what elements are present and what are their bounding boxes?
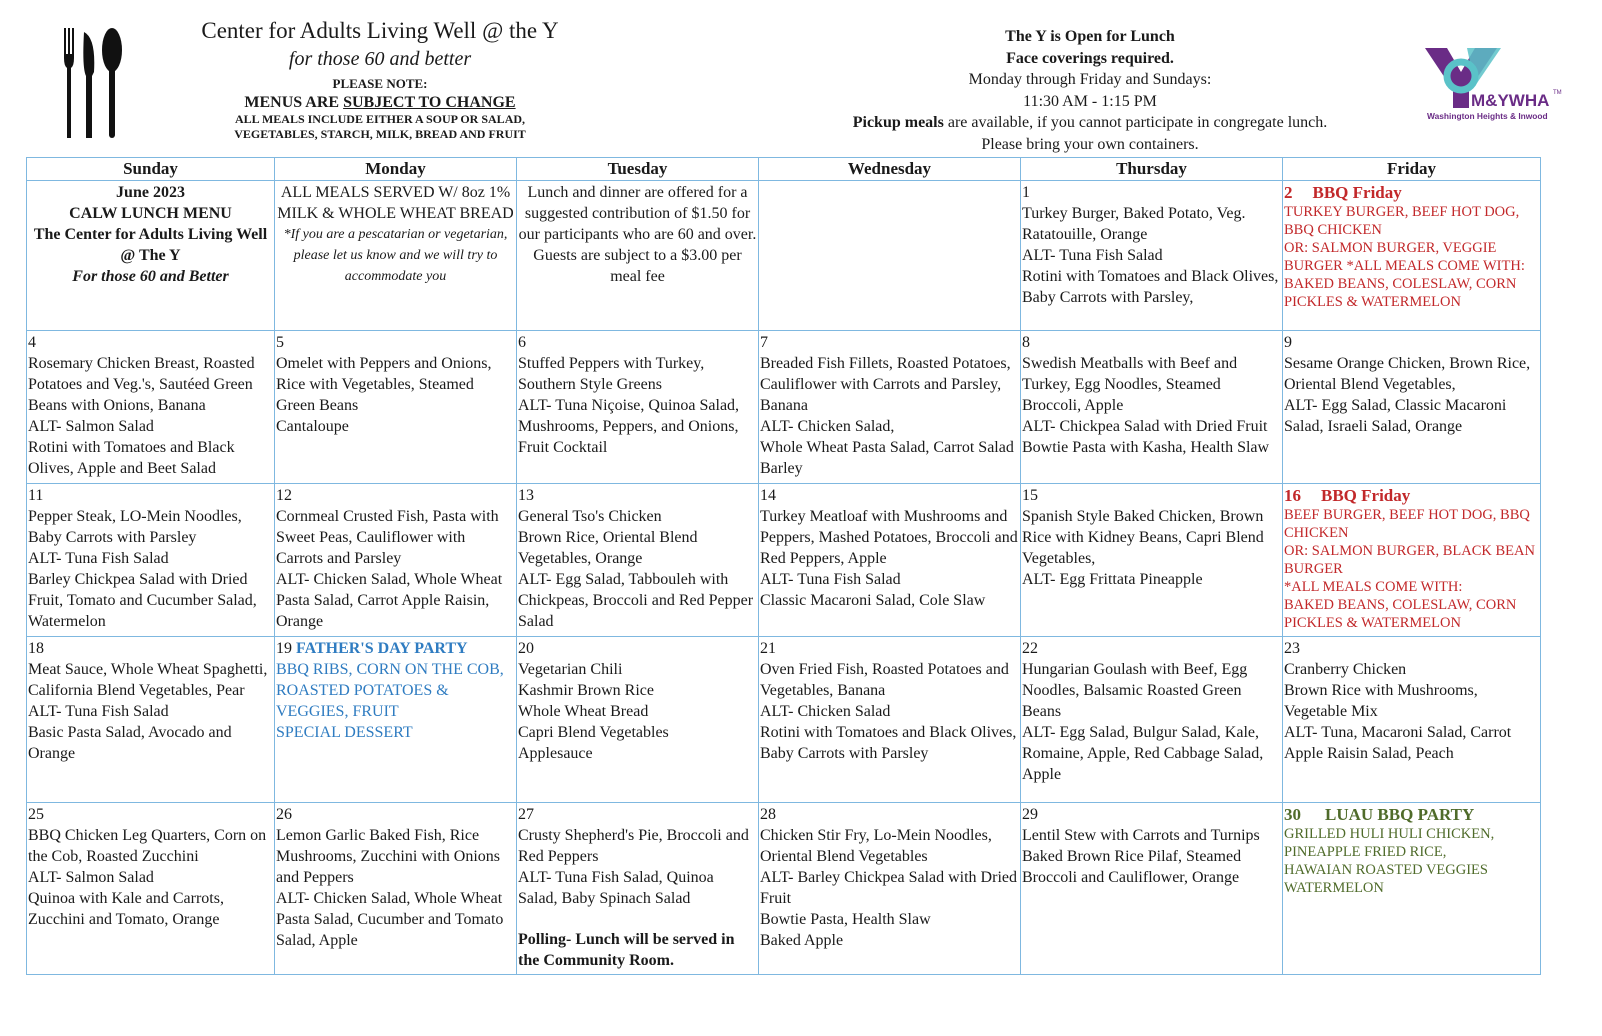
menu-line: ALT- Egg Salad, Bulgur Salad, Kale, Romaine, Apple, Red Cabbage Salad, Apple bbox=[1022, 724, 1264, 783]
menu-line: *ALL MEALS COME WITH: bbox=[1284, 579, 1463, 595]
menu-line: Rosemary Chicken Breast, Roasted Potatoes and Veg.'s, Sautéed Green Beans with Onions, Banana bbox=[28, 355, 255, 414]
day-cell-friday bbox=[1283, 331, 1541, 484]
day-cell-sunday bbox=[27, 331, 275, 484]
menu-line: Baked Apple bbox=[760, 932, 844, 949]
menu-line: PINEAPPLE FRIED RICE, bbox=[1284, 844, 1447, 860]
menu-line: Bowtie Pasta, Health Slaw bbox=[760, 911, 931, 928]
menu-line: Lentil Stew with Carrots and Turnips bbox=[1022, 827, 1260, 844]
day-cell-thursday bbox=[1021, 637, 1283, 803]
menu-line: Omelet with Peppers and Onions, Rice with Vegetables, Steamed Green Beans bbox=[276, 355, 492, 414]
subject-to-change-notice: MENUS ARE SUBJECT TO CHANGE bbox=[244, 94, 516, 111]
menu-line: ALT- Barley Chickpea Salad with Dried Fruit bbox=[760, 869, 1017, 907]
luau-heading bbox=[1284, 804, 1539, 825]
menu-line: Basic Pasta Salad, Avocado and Orange bbox=[28, 724, 232, 762]
day-number: 5 bbox=[276, 334, 284, 351]
all-meals-line-2: VEGETABLES, STARCH, MILK, BREAD AND FRUIT bbox=[234, 127, 526, 141]
menu-line: Rotini with Tomatoes and Black Olives, Apple and Beet Salad bbox=[28, 439, 235, 477]
menu-line: Lemon Garlic Baked Fish, Rice Mushrooms, Zucchini with Onions and Peppers bbox=[276, 827, 500, 886]
day-cell-tuesday bbox=[517, 331, 759, 484]
face-coverings: Face coverings required. bbox=[1006, 49, 1174, 67]
header-tuesday: Tuesday bbox=[517, 158, 759, 181]
day-cell-monday bbox=[275, 181, 517, 331]
menu-line: Oven Fried Fish, Roasted Potatoes and Vegetables, Banana bbox=[760, 661, 1009, 699]
menu-line: ALT- Tuna Fish Salad bbox=[760, 571, 901, 588]
menu-line: Whole Wheat Bread bbox=[518, 703, 649, 720]
day-cell-wednesday bbox=[759, 331, 1021, 484]
week-row bbox=[27, 181, 1541, 331]
day-number: 7 bbox=[760, 334, 768, 351]
page-subtitle: for those 60 and better bbox=[288, 48, 472, 70]
menu-line: ALT- Chicken Salad bbox=[760, 703, 891, 720]
day-cell-sunday bbox=[27, 181, 275, 331]
week-row bbox=[27, 803, 1541, 975]
day-cell-thursday bbox=[1021, 803, 1283, 975]
menu-line: HAWAIAN ROASTED VEGGIES bbox=[1284, 862, 1488, 878]
menu-line: Rotini with Tomatoes and Black Olives, Baby Carrots with Parsley, bbox=[1022, 268, 1279, 306]
menu-line: ALT- Egg Salad, Classic Macaroni Salad, Israeli Salad, Orange bbox=[1284, 397, 1507, 435]
day-cell-sunday bbox=[27, 803, 275, 975]
header-friday: Friday bbox=[1283, 158, 1541, 181]
page-header bbox=[0, 0, 1602, 158]
open-hours: 11:30 AM - 1:15 PM bbox=[1023, 92, 1157, 110]
week-row bbox=[27, 484, 1541, 637]
menu-line: ALT- Chicken Salad, Whole Wheat Pasta Salad, Carrot Apple Raisin, Orange bbox=[276, 571, 503, 630]
day-cell-wednesday bbox=[759, 637, 1021, 803]
menu-line: OR: SALMON BURGER, VEGGIE BURGER *ALL MEALS COME WITH: BAKED BEANS, COLESLAW, CORN PICKLES & WATERMELON bbox=[1284, 240, 1525, 310]
day-cell-tuesday bbox=[517, 803, 759, 975]
menu-line: BEEF BURGER, BEEF HOT DOG, BBQ CHICKEN bbox=[1284, 507, 1530, 541]
menu-line: ALT- Egg Salad, Tabbouleh with Chickpeas, Broccoli and Red Pepper Salad bbox=[518, 571, 754, 630]
fathers-day-title: FATHER'S DAY PARTY bbox=[296, 640, 468, 657]
menu-line: Barley Chickpea Salad with Dried Fruit, Tomato and Cucumber Salad, Watermelon bbox=[28, 571, 257, 630]
day-number: 14 bbox=[760, 487, 776, 504]
menu-line: BAKED BEANS, COLESLAW, CORN PICKLES & WATERMELON bbox=[1284, 597, 1517, 631]
menu-line: BBQ Chicken Leg Quarters, Corn on the Cob, Roasted Zucchini bbox=[28, 827, 267, 865]
bring-containers: Please bring your own containers. bbox=[981, 135, 1199, 153]
menu-line: Quinoa with Kale and Carrots, Zucchini and Tomato, Orange bbox=[28, 890, 224, 928]
menu-line: Stuffed Peppers with Turkey, Southern Style Greens bbox=[518, 355, 705, 393]
fathers-day-heading bbox=[276, 638, 515, 659]
day-number: 29 bbox=[1022, 806, 1038, 823]
day-number: 2 bbox=[1284, 183, 1293, 202]
menu-calendar bbox=[26, 157, 1541, 975]
menu-line: OR: SALMON BURGER, BLACK BEAN BURGER bbox=[1284, 543, 1535, 577]
menu-line: ALT- Tuna Fish Salad bbox=[1022, 247, 1163, 264]
day-cell-monday bbox=[275, 803, 517, 975]
day-number: 21 bbox=[760, 640, 776, 657]
day-number: 26 bbox=[276, 806, 292, 823]
luau-title: LUAU BBQ PARTY bbox=[1325, 805, 1475, 824]
header-monday: Monday bbox=[275, 158, 517, 181]
menu-line: WATERMELON bbox=[1284, 880, 1384, 896]
day-number: 13 bbox=[518, 487, 534, 504]
menu-line: Kashmir Brown Rice bbox=[518, 682, 654, 699]
myywha-logo bbox=[1423, 46, 1573, 122]
day-cell-monday bbox=[275, 484, 517, 637]
logo-trademark: TM bbox=[1553, 90, 1562, 96]
menu-line: SPECIAL DESSERT bbox=[276, 724, 413, 741]
day-number: 1 bbox=[1022, 184, 1030, 201]
day-number: 9 bbox=[1284, 334, 1292, 351]
pescatarian-note: *If you are a pescatarian or vegetarian, please let us know and we will try to accommodate you bbox=[283, 227, 508, 284]
day-cell-tuesday bbox=[517, 181, 759, 331]
menu-line: ALT- Chicken Salad, Whole Wheat Pasta Salad, Cucumber and Tomato Salad, Apple bbox=[276, 890, 504, 949]
menu-line: Hungarian Goulash with Beef, Egg Noodles, Balsamic Roasted Green Beans bbox=[1022, 661, 1248, 720]
day-number: 15 bbox=[1022, 487, 1038, 504]
subject-to-change-text: SUBJECT TO CHANGE bbox=[343, 94, 516, 111]
day-cell-wednesday bbox=[759, 803, 1021, 975]
day-cell-thursday bbox=[1021, 484, 1283, 637]
day-number: 27 bbox=[518, 806, 534, 823]
menu-line: Cranberry Chicken bbox=[1284, 661, 1407, 678]
day-cell-sunday bbox=[27, 637, 275, 803]
intro-line: CALW LUNCH MENU bbox=[69, 205, 232, 222]
day-cell-thursday bbox=[1021, 331, 1283, 484]
menu-line: ALT- Chicken Salad, bbox=[760, 418, 895, 435]
intro-line: The Center for Adults Living Well @ The Y bbox=[33, 226, 268, 264]
menu-line: Brown Rice, Oriental Blend Vegetables, Orange bbox=[518, 529, 698, 567]
day-number: 18 bbox=[28, 640, 44, 657]
day-number: 20 bbox=[518, 640, 534, 657]
open-days: Monday through Friday and Sundays: bbox=[968, 71, 1212, 88]
day-cell-friday bbox=[1283, 637, 1541, 803]
title-block bbox=[180, 16, 580, 142]
menu-line: ALT- Tuna Fish Salad, Quinoa Salad, Baby Spinach Salad bbox=[518, 869, 714, 907]
menu-line: Sesame Orange Chicken, Brown Rice, Oriental Blend Vegetables, bbox=[1284, 355, 1531, 393]
bbq-heading bbox=[1284, 485, 1539, 506]
day-cell-wednesday bbox=[759, 484, 1021, 637]
menu-line: ALT- Tuna, Macaroni Salad, Carrot Apple Raisin Salad, Peach bbox=[1284, 724, 1512, 762]
menu-line: Breaded Fish Fillets, Roasted Potatoes, Cauliflower with Carrots and Parsley, Banana bbox=[760, 355, 1011, 414]
intro-line: For those 60 and Better bbox=[72, 268, 229, 285]
day-cell-thursday bbox=[1021, 181, 1283, 331]
logo-subtitle: Washington Heights & Inwood bbox=[1427, 111, 1548, 121]
day-cell-friday bbox=[1283, 803, 1541, 975]
day-cell-monday bbox=[275, 331, 517, 484]
day-number: 28 bbox=[760, 806, 776, 823]
menu-line: ALT- Tuna Fish Salad bbox=[28, 550, 169, 567]
menu-line: ALT- Salmon Salad bbox=[28, 418, 154, 435]
menu-line: Turkey Burger, Baked Potato, Veg. Ratatouille, Orange bbox=[1022, 205, 1246, 243]
day-number: 8 bbox=[1022, 334, 1030, 351]
fork-knife-spoon-icon bbox=[62, 28, 124, 140]
menu-line: Vegetarian Chili bbox=[518, 661, 623, 678]
menu-line: Pepper Steak, LO-Mein Noodles, Baby Carrots with Parsley bbox=[28, 508, 242, 546]
day-number: 12 bbox=[276, 487, 292, 504]
served-note: ALL MEALS SERVED W/ 8oz 1% MILK & WHOLE WHEAT BREAD bbox=[277, 184, 514, 222]
logo-wordmark: M&YWHA bbox=[1471, 91, 1550, 110]
please-note-label: PLEASE NOTE: bbox=[332, 76, 428, 91]
menu-line: Crusty Shepherd's Pie, Broccoli and Red Peppers bbox=[518, 827, 749, 865]
menu-line: ALT- Salmon Salad bbox=[28, 869, 154, 886]
menu-line: Spanish Style Baked Chicken, Brown Rice with Kidney Beans, Capri Blend Vegetables, bbox=[1022, 508, 1264, 567]
open-hours-block bbox=[810, 26, 1370, 155]
menu-line: ALT- Tuna Fish Salad bbox=[28, 703, 169, 720]
menu-line: Capri Blend Vegetables bbox=[518, 724, 669, 741]
day-number: 25 bbox=[28, 806, 44, 823]
day-cell-friday bbox=[1283, 484, 1541, 637]
menu-line: General Tso's Chicken bbox=[518, 508, 662, 525]
menu-line: Chicken Stir Fry, Lo-Mein Noodles, Oriental Blend Vegetables bbox=[760, 827, 992, 865]
day-cell-wednesday bbox=[759, 181, 1021, 331]
menu-line: Applesauce bbox=[518, 745, 593, 762]
menu-line: GRILLED HULI HULI CHICKEN, bbox=[1284, 826, 1495, 842]
bbq-heading bbox=[1284, 182, 1539, 203]
menu-line: Turkey Meatloaf with Mushrooms and Peppers, Mashed Potatoes, Broccoli and Red Peppers, Apple bbox=[760, 508, 1018, 567]
day-cell-tuesday bbox=[517, 484, 759, 637]
menu-line: Brown Rice with Mushrooms, Vegetable Mix bbox=[1284, 682, 1478, 720]
menu-line: Classic Macaroni Salad, Cole Slaw bbox=[760, 592, 986, 609]
day-cell-monday bbox=[275, 637, 517, 803]
menu-line: Cornmeal Crusted Fish, Pasta with Sweet Peas, Cauliflower with Carrots and Parsley bbox=[276, 508, 499, 567]
week-row bbox=[27, 331, 1541, 484]
menu-line: Baked Brown Rice Pilaf, Steamed Broccoli and Cauliflower, Orange bbox=[1022, 848, 1242, 886]
polling-note: Polling- Lunch will be served in the Community Room. bbox=[518, 931, 735, 969]
day-number: 4 bbox=[28, 334, 36, 351]
header-wednesday: Wednesday bbox=[759, 158, 1021, 181]
menu-line: TURKEY BURGER, BEEF HOT DOG, BBQ CHICKEN bbox=[1284, 204, 1520, 238]
all-meals-line-1: ALL MEALS INCLUDE EITHER A SOUP OR SALAD, bbox=[234, 112, 526, 126]
day-cell-tuesday bbox=[517, 637, 759, 803]
open-for-lunch: The Y is Open for Lunch bbox=[1005, 28, 1175, 45]
menu-line: ALT- Egg Frittata Pineapple bbox=[1022, 571, 1203, 588]
menu-line: Whole Wheat Pasta Salad, Carrot Salad Barley bbox=[760, 439, 1014, 477]
bbq-title: BBQ Friday bbox=[1321, 486, 1411, 505]
intro-line: June 2023 bbox=[116, 184, 185, 201]
menu-line: ALT- Tuna Niçoise, Quinoa Salad, Mushrooms, Peppers, and Onions, Fruit Cocktail bbox=[518, 397, 740, 456]
day-number: 23 bbox=[1284, 640, 1300, 657]
week-row bbox=[27, 637, 1541, 803]
day-number: 22 bbox=[1022, 640, 1038, 657]
day-number: 16 bbox=[1284, 486, 1301, 505]
contribution-note: Lunch and dinner are offered for a suggested contribution of $1.50 for our participants who are 60 and over. Guests are subject to a $3.00 per meal fee bbox=[518, 184, 757, 285]
day-number: 30 bbox=[1284, 805, 1301, 824]
menu-line: Cantaloupe bbox=[276, 418, 349, 435]
day-cell-sunday bbox=[27, 484, 275, 637]
day-number: 11 bbox=[28, 487, 44, 504]
menu-line: Meat Sauce, Whole Wheat Spaghetti, California Blend Vegetables, Pear bbox=[28, 661, 268, 699]
menu-line: ALT- Chickpea Salad with Dried Fruit Bowtie Pasta with Kasha, Health Slaw bbox=[1022, 418, 1270, 456]
menu-line: Rotini with Tomatoes and Black Olives, Baby Carrots with Parsley bbox=[760, 724, 1017, 762]
menu-line: BBQ RIBS, CORN ON THE COB, ROASTED POTATOES & VEGGIES, FRUIT bbox=[276, 661, 504, 720]
day-number: 6 bbox=[518, 334, 526, 351]
page-title: Center for Adults Living Well @ the Y bbox=[201, 18, 559, 43]
menu-line: Swedish Meatballs with Beef and Turkey, Egg Noodles, Steamed Broccoli, Apple bbox=[1022, 355, 1238, 414]
day-cell-friday bbox=[1283, 181, 1541, 331]
weekday-header-row bbox=[27, 158, 1541, 181]
header-sunday: Sunday bbox=[27, 158, 275, 181]
bbq-title: BBQ Friday bbox=[1312, 183, 1402, 202]
day-number: 19 bbox=[276, 640, 292, 657]
pickup-meals: Pickup meals are available, if you cannot participate in congregate lunch. bbox=[852, 114, 1328, 131]
header-thursday: Thursday bbox=[1021, 158, 1283, 181]
